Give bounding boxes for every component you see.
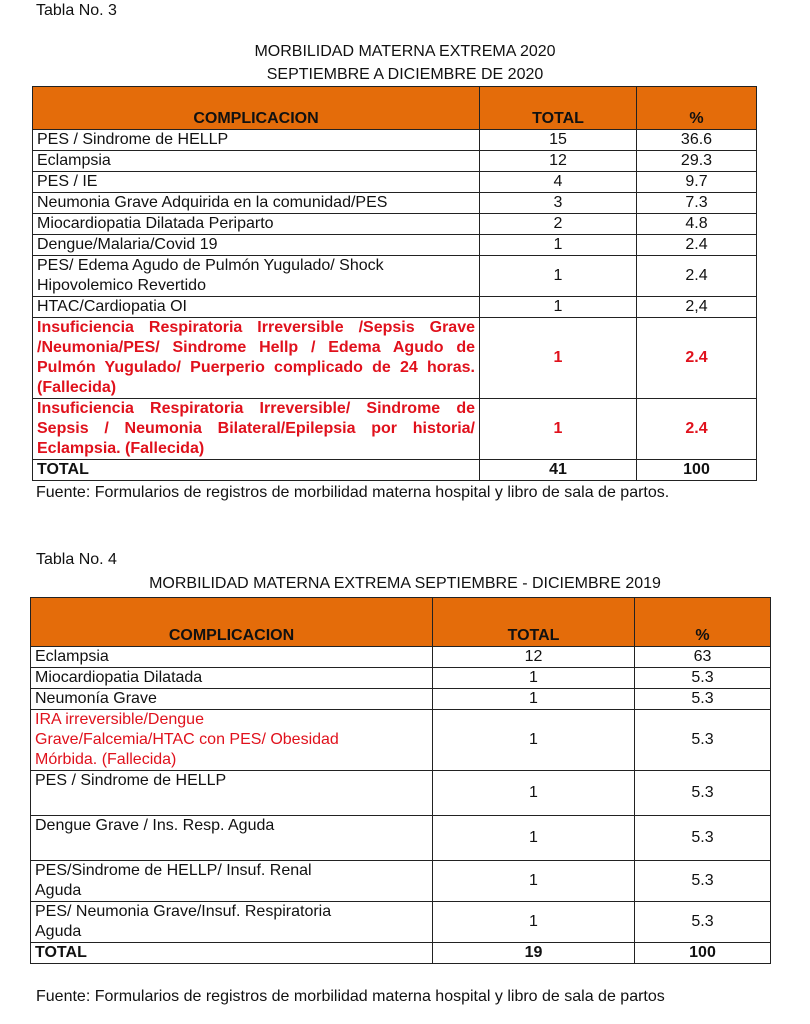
cell-total: 1	[480, 399, 637, 460]
tabla3-title-line2: SEPTIEMBRE A DICIEMBRE DE 2020	[266, 66, 544, 83]
cell-complicacion: Eclampsia	[33, 151, 480, 172]
cell-percent: 4.8	[637, 214, 757, 235]
table-row	[33, 193, 757, 214]
table-row	[33, 214, 757, 235]
cell-line: Aguda	[35, 882, 82, 899]
cell-percent: 9.7	[637, 172, 757, 193]
table-row	[33, 172, 757, 193]
cell-complicacion	[33, 256, 480, 297]
tabla3-label: Tabla No. 3	[36, 2, 117, 19]
table-row	[31, 771, 771, 816]
cell-complicacion: Insuficiencia Respiratoria Irreversible/ Sindrome de Sepsis / Neumonia Bilateral/Epilepsia por historia/ Eclampsia. (Fallecida)	[33, 399, 480, 460]
cell-percent: 2.4	[637, 256, 757, 297]
cell-complicacion: PES / Sindrome de HELLP	[31, 771, 433, 816]
cell-percent: 100	[637, 460, 757, 481]
tabla3-fuente: Fuente: Formularios de registros de morbilidad materna hospital y libro de sala de partos.	[36, 484, 670, 501]
cell-total: 15	[480, 130, 637, 151]
table-row	[31, 647, 771, 668]
cell-percent: 2.4	[637, 235, 757, 256]
table-row-fallecida	[33, 318, 757, 399]
cell-total: 1	[480, 297, 637, 318]
table-header-row	[33, 87, 757, 130]
header-complicacion: COMPLICACION	[31, 598, 433, 647]
header-total: TOTAL	[433, 598, 635, 647]
table-total-row	[31, 943, 771, 964]
cell-complicacion: Miocardiopatia Dilatada Periparto	[33, 214, 480, 235]
tabla4-label: Tabla No. 4	[36, 551, 117, 568]
cell-percent: 7.3	[637, 193, 757, 214]
cell-total: 1	[433, 816, 635, 861]
tabla3-title-line1: MORBILIDAD MATERNA EXTREMA 2020	[254, 43, 556, 60]
cell-percent: 2,4	[637, 297, 757, 318]
header-percent: %	[635, 598, 771, 647]
cell-line: PES/ Neumonia Grave/Insuf. Respiratoria	[35, 903, 332, 920]
cell-total: 12	[480, 151, 637, 172]
cell-complicacion	[31, 902, 433, 943]
cell-line: PES/Sindrome de HELLP/ Insuf. Renal	[35, 862, 312, 879]
cell-percent: 5.3	[635, 902, 771, 943]
table-row	[31, 689, 771, 710]
cell-percent: 29.3	[637, 151, 757, 172]
table-row	[33, 130, 757, 151]
cell-total: 1	[433, 710, 635, 771]
cell-total: 1	[480, 318, 637, 399]
cell-complicacion: HTAC/Cardiopatia OI	[33, 297, 480, 318]
cell-total: 4	[480, 172, 637, 193]
tabla3-table	[32, 86, 757, 481]
cell-line: Mórbida. (Fallecida)	[35, 751, 177, 768]
cell-total: 3	[480, 193, 637, 214]
table-row	[33, 256, 757, 297]
cell-percent: 5.3	[635, 689, 771, 710]
cell-total: 12	[433, 647, 635, 668]
cell-complicacion: Dengue Grave / Ins. Resp. Aguda	[31, 816, 433, 861]
cell-percent: 100	[635, 943, 771, 964]
cell-total: 1	[433, 668, 635, 689]
header-percent: %	[637, 87, 757, 130]
header-complicacion: COMPLICACION	[33, 87, 480, 130]
cell-complicacion	[31, 710, 433, 771]
table-row	[31, 902, 771, 943]
cell-percent: 5.3	[635, 861, 771, 902]
cell-total: 1	[433, 861, 635, 902]
table-row	[33, 235, 757, 256]
table-row	[31, 668, 771, 689]
tabla4-table	[30, 597, 771, 964]
cell-total: 1	[433, 689, 635, 710]
cell-line: IRA irreversible/Dengue	[35, 711, 204, 728]
table-row	[31, 861, 771, 902]
table-row	[31, 816, 771, 861]
cell-total-label: TOTAL	[31, 943, 433, 964]
cell-total: 2	[480, 214, 637, 235]
cell-total: 41	[480, 460, 637, 481]
table-row	[33, 151, 757, 172]
cell-complicacion: Miocardiopatia Dilatada	[31, 668, 433, 689]
cell-percent: 63	[635, 647, 771, 668]
table-row-fallecida	[31, 710, 771, 771]
header-total: TOTAL	[480, 87, 637, 130]
table-row	[33, 297, 757, 318]
cell-total: 19	[433, 943, 635, 964]
cell-complicacion: Dengue/Malaria/Covid 19	[33, 235, 480, 256]
cell-total: 1	[433, 771, 635, 816]
table-header-row	[31, 598, 771, 647]
tabla4-fuente: Fuente: Formularios de registros de morbilidad materna hospital y libro de sala de partos	[36, 988, 665, 1005]
table-row-fallecida	[33, 399, 757, 460]
cell-line: Aguda	[35, 923, 82, 940]
cell-total: 1	[433, 902, 635, 943]
cell-percent: 5.3	[635, 710, 771, 771]
cell-percent: 2.4	[637, 318, 757, 399]
cell-line: PES/ Edema Agudo de Pulmón Yugulado/ Shock	[37, 257, 384, 274]
cell-complicacion: Insuficiencia Respiratoria Irreversible /Sepsis Grave /Neumonia/PES/ Sindrome Hellp / Edema Agudo de Pulmón Yugulado/ Puerperio complicado de 24 horas. (Fallecida)	[33, 318, 480, 399]
cell-total-label: TOTAL	[33, 460, 480, 481]
cell-percent: 5.3	[635, 668, 771, 689]
cell-percent: 36.6	[637, 130, 757, 151]
cell-complicacion: Neumonía Grave	[31, 689, 433, 710]
cell-complicacion: PES / IE	[33, 172, 480, 193]
cell-percent: 5.3	[635, 771, 771, 816]
cell-complicacion: Neumonia Grave Adquirida en la comunidad/PES	[33, 193, 480, 214]
cell-total: 1	[480, 235, 637, 256]
cell-line: Grave/Falcemia/HTAC con PES/ Obesidad	[35, 731, 339, 748]
cell-total: 1	[480, 256, 637, 297]
table-total-row	[33, 460, 757, 481]
tabla4-title: MORBILIDAD MATERNA EXTREMA SEPTIEMBRE - DICIEMBRE 2019	[149, 575, 661, 592]
cell-complicacion: PES / Sindrome de HELLP	[33, 130, 480, 151]
cell-line: Hipovolemico Revertido	[37, 277, 206, 294]
cell-complicacion	[31, 861, 433, 902]
cell-percent: 5.3	[635, 816, 771, 861]
cell-percent: 2.4	[637, 399, 757, 460]
cell-complicacion: Eclampsia	[31, 647, 433, 668]
